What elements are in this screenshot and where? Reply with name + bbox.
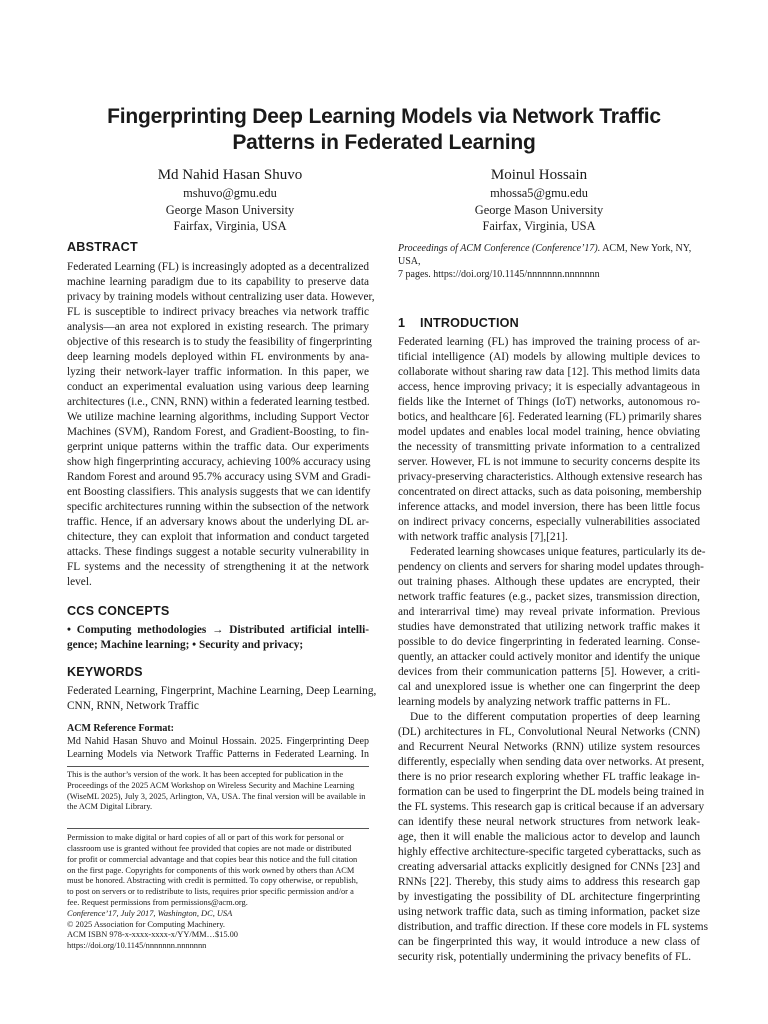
text-line: gerprint unique patterns within the traffic data. Our experiments	[67, 441, 369, 453]
text-line: traffic. Hence, if an adversary knows about the underlying DL ar-	[67, 516, 369, 528]
ccs-line: gence; Machine learning; • Security and privacy;	[67, 639, 304, 651]
acm-ref-body	[67, 735, 369, 761]
text-line: FL is susceptible to indirect privacy breaches via network traffic	[67, 306, 369, 318]
author-name: Moinul Hossain	[490, 167, 588, 183]
permission-line: must be honored. Abstracting with credit is permitted. To copy otherwise, or republish,	[67, 876, 358, 886]
text-line: analysis—an area not explored in existing research. The primary	[67, 321, 369, 333]
author-block	[80, 166, 380, 235]
text-line: access, hence improving privacy; it is especially advantageous in	[398, 381, 700, 393]
text-line: machine learning paradigm due to its capability to preserve data	[67, 276, 369, 288]
proceedings-title: Proceedings of ACM Conference (Conference’17).	[398, 243, 601, 254]
text-line: the necessity of transmitting private information to a centralized	[398, 441, 700, 453]
text-line: and interarrival time) may reveal private information. Previous	[398, 606, 700, 618]
text-line: Machines (SVM), Random Forest, and Gradient-Boosting, to fin-	[67, 426, 369, 438]
permission-line: on the first page. Copyrights for components of this work owned by others than ACM	[67, 865, 355, 875]
text-line: show high fingerprinting accuracy, achieving 100% accuracy using	[67, 456, 371, 468]
text-line: learning models by analyzing network traffic patterns in FL.	[398, 696, 671, 708]
text-line: Due to the different computation properties of deep learning	[410, 711, 700, 723]
text-line: network traffic features (e.g., packet sizes, transmission direction,	[398, 591, 700, 603]
title-line: Patterns in Federated Learning	[232, 131, 536, 154]
author-name: Md Nahid Hasan Shuvo	[157, 167, 303, 183]
left-column	[67, 239, 377, 952]
text-line: chitecture, they can exploit that information and conduct targeted	[67, 531, 369, 543]
text-line: ent Boosting classifiers. This analysis suggests that we can identify	[67, 486, 371, 498]
author-block	[389, 166, 689, 235]
text-line: (DL) architectures in FL, Convolutional Neural Networks (CNN)	[398, 726, 700, 738]
ccs-body	[67, 623, 369, 653]
text-line: using network traffic data, such as timing information, packet size	[398, 906, 700, 918]
title-line: Fingerprinting Deep Learning Models via Network Traffic	[107, 105, 661, 128]
divider	[67, 766, 369, 767]
intro-paragraph-3	[398, 710, 708, 965]
text-line: attacks. These findings suggest a notable security vulnerability in	[67, 546, 369, 558]
permission-line: Permission to make digital or hard copies of all or part of this work for personal or	[67, 833, 344, 843]
keywords-body	[67, 684, 377, 714]
text-line: differently, especially when sending data over networks. At present,	[398, 756, 705, 768]
text-line: architectures (i.e., CNN, RNN) within a federated learning testbed.	[67, 396, 370, 408]
text-line: devices from their communication patterns [5]. However, a criti-	[398, 666, 700, 678]
text-line: Federated learning (FL) has improved the training process of ar-	[398, 336, 700, 348]
ccs-heading: CCS CONCEPTS	[67, 604, 170, 618]
text-line: with network traffic analysis [7],[21].	[398, 531, 568, 543]
text-line: model updates and enables local model training, hence obviating	[398, 426, 700, 438]
text-line: tificial intelligence (AI) models by allowing multiple devices to	[398, 351, 700, 363]
permission-line: to post on servers or to redistribute to lists, requires prior specific permission and/or a	[67, 887, 354, 897]
text-line: studies have demonstrated that utilizing network traffic makes it	[398, 621, 700, 633]
ccs-line: • Computing methodologies → Distributed artificial intelli-	[67, 624, 369, 636]
text-line: concentrated on direct attacks, such as data poisoning, membership	[398, 486, 702, 498]
keywords-line: CNN, RNN, Network Traffic	[67, 700, 199, 712]
text-line: there is no prior research exploring whether FL traffic leakage in-	[398, 771, 700, 783]
text-line: botics, and healthcare [6]. Federated learning (FL) primarily shares	[398, 411, 702, 423]
right-column	[398, 242, 708, 965]
keywords-line: Federated Learning, Fingerprint, Machine Learning, Deep Learning,	[67, 685, 377, 697]
conference-line: Conference’17, July 2017, Washington, DC, USA	[67, 908, 233, 918]
text-line: the FL systems. This research gap is critical because if an adversary	[398, 801, 705, 813]
author-version-note	[67, 770, 369, 813]
permission-line: fee. Request permissions from permissions@acm.org.	[67, 897, 248, 907]
text-line: possible to do device fingerprinting in federated learning. Conse-	[398, 636, 700, 648]
paper-title	[60, 104, 708, 156]
doi-line: https://doi.org/10.1145/nnnnnnn.nnnnnnn	[67, 941, 207, 951]
text-line: age, then it will enable the malicious actor to develop and launch	[398, 831, 700, 843]
isbn-line: ACM ISBN 978-x-xxxx-xxxx-x/YY/MM…$15.00	[67, 930, 238, 940]
abstract-heading: ABSTRACT	[67, 240, 138, 254]
text-line: inference attacks, and model inversion, there has been little focus	[398, 501, 700, 513]
acm-ref-heading: ACM Reference Format:	[67, 723, 174, 734]
text-line: Federated Learning (FL) is increasingly adopted as a decentralized	[67, 261, 369, 273]
text-line: cal and unexplored issue is whether one can fingerprint the deep	[398, 681, 700, 693]
permission-line: for profit or commercial advantage and that copies bear this notice and the full citation	[67, 854, 358, 864]
text-line: quently, an attacker could actively monitor and identify the unique	[398, 651, 700, 663]
author-location: Fairfax, Virginia, USA	[482, 219, 596, 233]
proceedings-reference	[398, 242, 700, 281]
text-line: We utilize machine learning algorithms, including Support Vector	[67, 411, 369, 423]
text-line: creating adversarial attacks explicitly designed for CNNs [23] and	[398, 861, 700, 873]
text-line: FL systems and the necessity of strengthening it at the network	[67, 561, 369, 573]
intro-paragraph-2	[398, 545, 706, 710]
text-line: level.	[67, 576, 92, 588]
text-line: out training phases. Although these updates are encrypted, their	[398, 576, 700, 588]
text-line: deep learning models deployed within FL environments by ana-	[67, 351, 369, 363]
note-line: the ACM Digital Library.	[67, 802, 153, 812]
proceedings-pages: 7 pages. https://doi.org/10.1145/nnnnnnn.nnnnnnn	[398, 269, 600, 280]
text-line: lyzing their network-layer traffic information. In this paper, we	[67, 366, 369, 378]
text-line: on indirect privacy concerns, especially vulnerabilities associated	[398, 516, 700, 528]
text-line: collaborate without sharing raw data [12]. This method limits data	[398, 366, 700, 378]
author-affiliation: George Mason University	[165, 202, 295, 217]
copyright-line: © 2025 Association for Computing Machinery.	[67, 919, 225, 929]
text-line: and Recurrent Neural Networks (RNN) utilize system resources	[398, 741, 700, 753]
abstract-body	[67, 260, 375, 590]
text-line: conduct an experimental evaluation using various deep learning	[67, 381, 369, 393]
text-line: distribution, and traffic direction. If these core models in FL systems	[398, 921, 708, 933]
text-line: server. However, FL is not immune to security concerns despite its	[398, 456, 700, 468]
text-line: can identify these neural network structures from network leak-	[398, 816, 700, 828]
author-email: mshuvo@gmu.edu	[183, 186, 277, 200]
text-line: formation can be used to fingerprint the DL models being trained in	[398, 786, 705, 798]
text-line: Random Forest and around 95.7% accuracy using SVM and Gradi-	[67, 471, 371, 483]
text-line: highly effective architecture-specific targeted cyberattacks, such as	[398, 846, 701, 858]
note-line: Proceedings of the 2025 ACM Workshop on Wireless Security and Machine Learning	[67, 780, 355, 790]
text-line: can be fingerprinted this way, it would introduce a new class of	[398, 936, 700, 948]
introduction-heading: 1 INTRODUCTION	[398, 316, 519, 330]
acm-ref-line: Md Nahid Hasan Shuvo and Moinul Hossain. 2025. Fingerprinting Deep	[67, 736, 369, 747]
keywords-heading: KEYWORDS	[67, 665, 143, 679]
text-line: by investigating the possibility of DL architecture fingerprinting	[398, 891, 700, 903]
text-line: pendency on clients and servers for sharing model updates through-	[398, 561, 704, 573]
text-line: Federated learning showcases unique features, particularly its de-	[410, 546, 706, 558]
author-affiliation: George Mason University	[474, 202, 604, 217]
note-line: This is the author’s version of the work. It has been accepted for publication in the	[67, 770, 344, 779]
author-location: Fairfax, Virginia, USA	[173, 219, 287, 233]
text-line: specific architectures running within the subsection of the network	[67, 501, 369, 513]
acm-ref-line: Learning Models via Network Traffic Patterns in Federated Learning. In	[67, 749, 369, 760]
text-line: fields like the Internet of Things (IoT) networks, autonomous ro-	[398, 396, 700, 408]
text-line: objective of this research is to study the feasibility of fingerprinting	[67, 336, 372, 348]
text-line: privacy-preserving characteristics. Although extensive research has	[398, 471, 703, 483]
permission-line: classroom use is granted without fee provided that copies are not made or distributed	[67, 843, 352, 853]
intro-paragraph-1	[398, 335, 703, 545]
proceedings-publisher: ACM, New York, NY, USA,	[398, 243, 692, 267]
text-line: security risk, potentially undermining the privacy benefits of FL.	[398, 951, 692, 963]
divider	[67, 828, 369, 829]
text-line: privacy by training models without centralizing user data. However,	[67, 291, 375, 303]
permission-note	[67, 833, 369, 952]
author-email: mhossa5@gmu.edu	[490, 186, 588, 200]
text-line: RNNs [22]. Thereby, this study aims to address this research gap	[398, 876, 700, 888]
note-line: (WiseML 2025), July 3, 2025, Arlington, VA, USA. The final version will be available in	[67, 791, 366, 801]
